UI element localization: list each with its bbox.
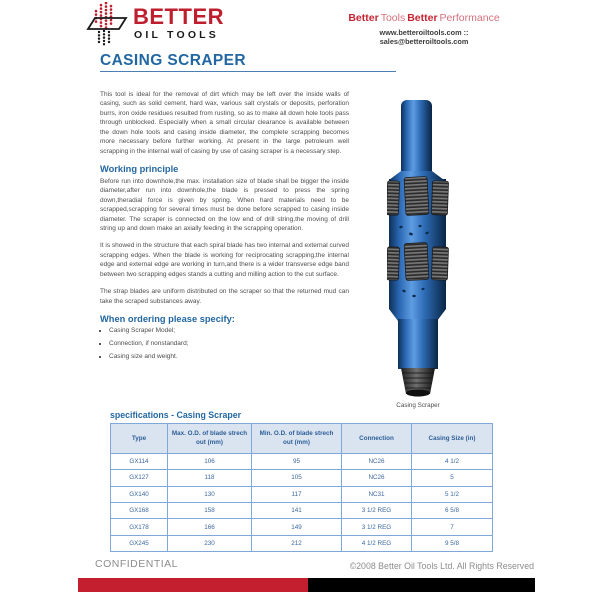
cell-max-od: 230: [168, 535, 252, 551]
cell-casing-size: 5: [412, 470, 493, 486]
brand-name: BETTER: [133, 4, 224, 29]
cell-max-od: 130: [168, 486, 252, 502]
casing-scraper-image: [387, 99, 449, 399]
cell-connection: NC26: [342, 453, 412, 469]
table-row: [111, 486, 493, 502]
list-item: • Connection, if nonstandard;: [109, 340, 349, 348]
wheat-derrick-logo-icon: [85, 2, 131, 46]
cell-max-od: 118: [168, 470, 252, 486]
copyright-text: ©2008 Better Oil Tools Ltd. All Rights Reserved: [349, 561, 534, 571]
cell-max-od: 166: [168, 519, 252, 535]
page-title: CASING SCRAPER: [100, 52, 246, 69]
contact-line: www.betteroiltools.com :: sales@betteroiltools.com: [379, 28, 469, 46]
title-divider: [100, 71, 396, 72]
cell-type: GX127: [111, 470, 168, 486]
cell-type: GX140: [111, 486, 168, 502]
cell-casing-size: 7: [412, 519, 493, 535]
body-text-column: [100, 90, 349, 366]
cell-type: GX245: [111, 535, 168, 551]
brand-subtitle: OIL TOOLS: [134, 29, 220, 41]
ordering-list: [100, 327, 349, 361]
column-header-connection: Connection: [342, 424, 412, 454]
table-row: [111, 519, 493, 535]
cell-connection: 4 1/2 REG: [342, 535, 412, 551]
cell-min-od: 117: [252, 486, 342, 502]
footer-bar-black-segment: [308, 578, 535, 592]
cell-min-od: 149: [252, 519, 342, 535]
table-row: [111, 453, 493, 469]
cell-min-od: 105: [252, 470, 342, 486]
working-principle-heading: Working principle: [100, 163, 179, 174]
cell-connection: 3 1/2 REG: [342, 503, 412, 519]
intro-paragraph: This tool is ideal for the removal of dirt which may be left over the inside walls of casing, such as solid cement, hard wax, various salt crystals or deposits, perforation burrs, iron oxide residues resulted from rusting, so as to make all down hole tools pass through unblocked. Especially when a small circular clearance is available between the down hole tools and casing inside diameter, the complete scrapping becomes more necessary before further working. At present in the large petroleum well scrapping in the internal wall of casing by use of casing scraper is a necessary step.: [100, 91, 349, 155]
cell-casing-size: 5 1/2: [412, 486, 493, 502]
list-item: • Casing Scraper Model;: [109, 327, 349, 335]
tagline-word: Performance: [439, 12, 500, 24]
working-principle-paragraph: The strap blades are uniform distributed on the scraper so that the returned mud can take the scraped substances away.: [100, 288, 349, 305]
figure-caption: Casing Scraper: [396, 402, 440, 409]
cell-type: GX114: [111, 453, 168, 469]
tagline-word: Better: [348, 12, 379, 24]
tagline: [338, 12, 510, 24]
table-row: [111, 470, 493, 486]
table-row: [111, 503, 493, 519]
cell-connection: NC26: [342, 470, 412, 486]
working-principle-paragraph: Before run into downhole,the max. installation size of blade shall be bigger the inside diameter,after run into downhole,the blade is pressed to press the spring down,theradial force is given by spring. When hard materials need to be scrapped,scrapping for several times must be done before scrapped to casing inside diameter. The scraper is connected on the low end of drill string,the moving of drill string up and down make an axially feeding in the scrapping operation.: [100, 177, 349, 233]
cell-connection: NC31: [342, 486, 412, 502]
cell-connection: 3 1/2 REG: [342, 519, 412, 535]
column-header-min-od: Min. O.D. of blade strech out (mm): [252, 424, 342, 454]
working-principle-paragraph: It is showed in the structure that each spiral blade has two internal and external curved scrapping edges. When the blade is working for reciprocating scrapping,the internal edge and external edge are working in turn,and there is a wider transverse edge band between two scrapping edges stands a cutting and milling action to the cut surface.: [100, 242, 349, 278]
tagline-word: Better: [407, 12, 438, 24]
specs-table: [110, 423, 493, 552]
table-header-row: [111, 424, 493, 454]
cell-min-od: 212: [252, 535, 342, 551]
confidential-label: CONFIDENTIAL: [95, 558, 179, 570]
cell-type: GX178: [111, 519, 168, 535]
footer-bar: [78, 578, 535, 592]
footer-bar-red-segment: [78, 578, 308, 592]
header-right: [338, 12, 510, 46]
column-header-casing-size: Casing Size (in): [412, 424, 493, 454]
cell-min-od: 141: [252, 503, 342, 519]
cell-type: GX168: [111, 503, 168, 519]
cell-max-od: 106: [168, 453, 252, 469]
cell-casing-size: 9 5/8: [412, 535, 493, 551]
cell-casing-size: 6 5/8: [412, 503, 493, 519]
specs-heading: specifications - Casing Scraper: [110, 410, 242, 420]
table-row: [111, 535, 493, 551]
tagline-word: Tools: [380, 12, 406, 24]
ordering-heading: When ordering please specify:: [100, 314, 235, 325]
column-header-max-od: Max. O.D. of blade strech out (mm): [168, 424, 252, 454]
cell-min-od: 95: [252, 453, 342, 469]
column-header-type: Type: [111, 424, 168, 454]
list-item: • Casing size and weight.: [109, 353, 349, 361]
cell-max-od: 158: [168, 503, 252, 519]
cell-casing-size: 4 1/2: [412, 453, 493, 469]
